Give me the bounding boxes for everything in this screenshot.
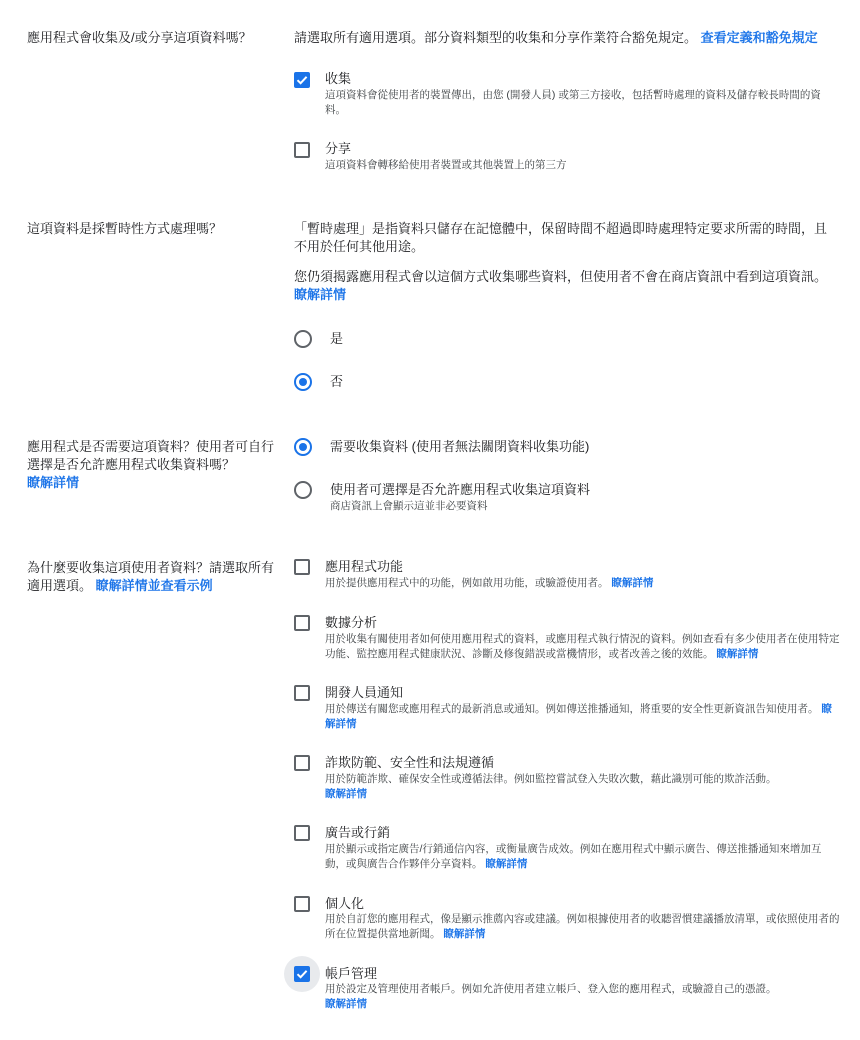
check-icon xyxy=(296,968,308,980)
purpose-analytics-label: 數據分析 xyxy=(325,615,378,630)
purpose-fraud-prevention-checkbox[interactable] xyxy=(294,755,310,771)
share-desc: 這項資料會轉移給使用者裝置或其他裝置上的第三方 xyxy=(325,159,567,171)
purpose-developer-comms-checkbox[interactable] xyxy=(294,685,310,701)
purpose-app-functionality-checkbox[interactable] xyxy=(294,559,310,575)
collect-desc: 這項資料會從使用者的裝置傳出，由您 (開發人員) 或第三方接收，包括暫時處理的資料及儲存較長時間的資料。 xyxy=(325,89,821,116)
purpose-advertising-desc xyxy=(325,842,840,872)
purpose-personalization-checkbox[interactable] xyxy=(294,896,310,912)
purpose-account-management-desc-text: 用於設定及管理使用者帳戶。例如允許使用者建立帳戶、登入您的應用程式，或驗證自己的憑證。 xyxy=(325,983,777,995)
purpose-developer-comms-label: 開發人員通知 xyxy=(325,685,404,700)
collect-question: 應用程式會收集及/或分享這項資料嗎？ xyxy=(27,30,252,45)
optional-radio[interactable] xyxy=(294,481,312,499)
ephemeral-definition: 「暫時處理」是指資料只儲存在記憶體中，保留時間不超過即時處理特定要求所需的時間，且不用於任何其他用途。 xyxy=(294,221,828,254)
required-question xyxy=(27,438,277,492)
collect-intro-text: 請選取所有適用選項。部分資料類型的收集和分享作業符合豁免規定。 xyxy=(294,30,698,45)
purpose-advertising-checkbox[interactable] xyxy=(294,825,310,841)
purpose-question-text: 為什麼要收集這項使用者資料？請選取所有適用選項。 xyxy=(27,560,275,593)
purpose-fraud-prevention-label: 詐欺防範、安全性和法規遵循 xyxy=(325,755,495,770)
purpose-analytics-link[interactable]: 瞭解詳情 xyxy=(716,648,759,660)
purpose-analytics-desc xyxy=(325,632,840,662)
purpose-analytics-desc-text: 用於收集有關使用者如何使用應用程式的資料，或應用程式執行情況的資料。例如查看有多少使用者在使用特定功能、監控應用程式健康狀況、診斷及修復錯誤或當機情形，或者改善之後的效能。 xyxy=(325,633,840,660)
required-label: 需要收集資料 (使用者無法關閉資料收集功能) xyxy=(330,439,590,454)
purpose-developer-comms-desc-text: 用於傳送有關您或應用程式的最新消息或通知。例如傳送推播通知，將重要的安全性更新資訊告知使用者。 xyxy=(325,703,819,715)
collect-intro xyxy=(294,29,839,47)
purpose-question xyxy=(27,559,277,595)
purpose-account-management-link[interactable]: 瞭解詳情 xyxy=(325,998,367,1010)
purpose-personalization-label: 個人化 xyxy=(325,896,365,911)
purpose-account-management-desc xyxy=(325,982,840,1012)
ephemeral-disclosure xyxy=(294,268,839,304)
optional-desc: 商店資訊上會顯示這並非必要資料 xyxy=(330,500,488,512)
purpose-advertising-link[interactable]: 瞭解詳情 xyxy=(485,858,528,870)
ephemeral-no-radio[interactable] xyxy=(294,373,312,391)
purpose-developer-comms-link[interactable]: 瞭解詳情 xyxy=(325,703,832,730)
required-radio[interactable] xyxy=(294,438,312,456)
purpose-analytics-checkbox[interactable] xyxy=(294,615,310,631)
purpose-app-functionality-desc xyxy=(325,576,840,591)
optional-label: 使用者可選擇是否允許應用程式收集這項資料 xyxy=(330,482,591,497)
required-question-text: 應用程式是否需要這項資料？使用者可自行選擇是否允許應用程式收集資料嗎？ xyxy=(27,439,275,472)
ephemeral-yes-radio[interactable] xyxy=(294,330,312,348)
purpose-account-management-label: 帳戶管理 xyxy=(325,966,378,981)
purpose-fraud-prevention-desc-text: 用於防範詐欺、確保安全性或遵循法律。例如監控嘗試登入失敗次數，藉此識別可能的欺詐活動。 xyxy=(325,773,777,785)
share-label: 分享 xyxy=(325,141,352,156)
purpose-fraud-prevention-desc xyxy=(325,772,840,802)
ephemeral-learn-more-link[interactable]: 瞭解詳情 xyxy=(294,287,347,302)
ephemeral-yes-label: 是 xyxy=(330,331,344,346)
purpose-fraud-prevention-link[interactable]: 瞭解詳情 xyxy=(325,788,367,800)
ephemeral-question: 這項資料是採暫時性方式處理嗎？ xyxy=(27,221,223,236)
purpose-personalization-link[interactable]: 瞭解詳情 xyxy=(443,928,486,940)
purpose-app-functionality-desc-text: 用於提供應用程式中的功能，例如啟用功能，或驗證使用者。 xyxy=(325,577,609,589)
purpose-advertising-desc-text: 用於顯示或指定廣告/行銷通信內容，或衡量廣告成效。例如在應用程式中顯示廣告、傳送推播通知來增加互動，或與廣告合作夥伴分享資料。 xyxy=(325,843,822,870)
purpose-learn-more-link[interactable]: 瞭解詳情並查看示例 xyxy=(95,578,213,593)
ephemeral-disclosure-text: 您仍須揭露應用程式會以這個方式收集哪些資料，但使用者不會在商店資訊中看到這項資訊。 xyxy=(294,269,828,284)
ephemeral-no-label: 否 xyxy=(330,374,344,389)
collect-checkbox[interactable] xyxy=(294,72,310,88)
purpose-developer-comms-desc xyxy=(325,702,840,732)
purpose-app-functionality-label: 應用程式功能 xyxy=(325,559,404,574)
purpose-personalization-desc xyxy=(325,912,840,942)
purpose-personalization-desc-text: 用於自訂您的應用程式，像是顯示推薦內容或建議。例如根據使用者的收聽習慣建議播放清單，或依照使用者的所在位置提供當地新聞。 xyxy=(325,913,840,940)
purpose-account-management-checkbox[interactable] xyxy=(294,966,310,982)
share-checkbox[interactable] xyxy=(294,142,310,158)
collect-label: 收集 xyxy=(325,71,352,86)
purpose-app-functionality-link[interactable]: 瞭解詳情 xyxy=(611,577,654,589)
definitions-exemptions-link[interactable]: 查看定義和豁免規定 xyxy=(700,30,818,45)
required-learn-more-link[interactable]: 瞭解詳情 xyxy=(27,475,80,490)
purpose-advertising-label: 廣告或行銷 xyxy=(325,825,391,840)
check-icon xyxy=(296,74,308,86)
